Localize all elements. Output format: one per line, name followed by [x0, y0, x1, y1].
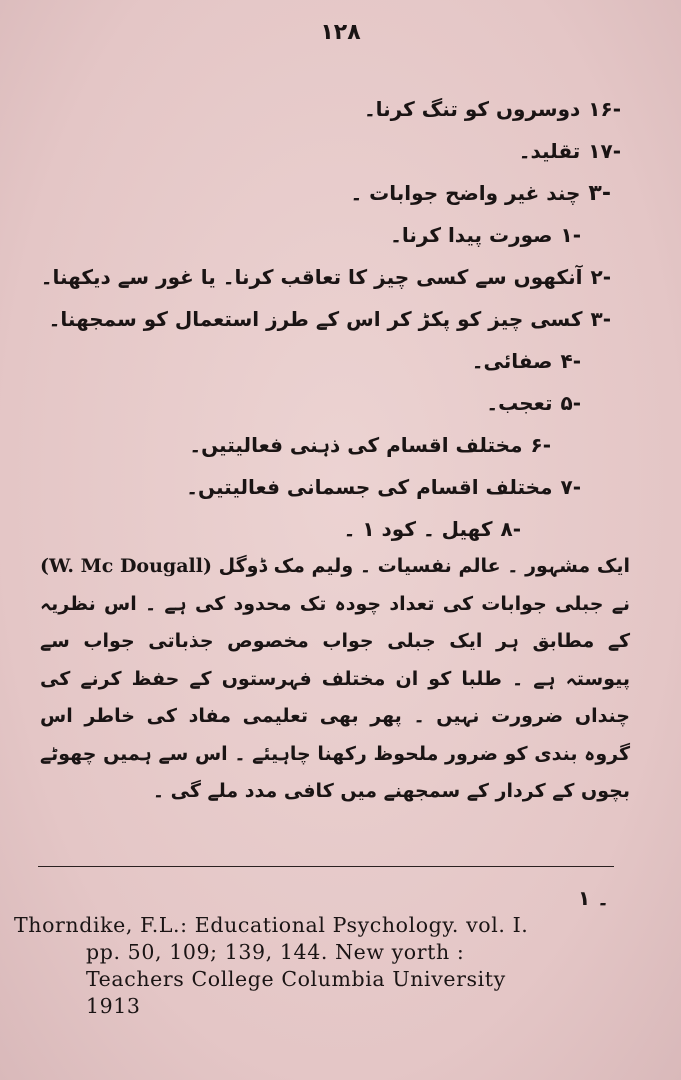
list-item-text: صورت پیدا کرنا۔	[390, 223, 553, 247]
list-item	[61, 424, 621, 466]
list-item-number: -۴	[560, 349, 581, 373]
response-list	[40, 88, 621, 550]
list-item-number: -۱	[560, 223, 581, 247]
list-item-text: صفائی۔	[471, 349, 553, 373]
body-paragraph	[40, 548, 630, 811]
list-item-text: چند غیر واضح جوابات ۔	[350, 181, 581, 205]
page-number: ۱۲۸	[320, 20, 361, 45]
list-item	[40, 256, 621, 298]
list-item-text: کھیل ۔ کود ۱ ۔	[343, 517, 493, 541]
footnote-line: 1913	[86, 994, 141, 1018]
list-item	[48, 298, 621, 340]
list-item	[61, 88, 621, 130]
list-item	[61, 340, 621, 382]
list-item-text: دوسروں کو تنگ کرنا۔	[363, 97, 581, 121]
list-item-text: کسی چیز کو پکڑ کر اس کے طرز استعمال کو سمجھنا۔	[48, 307, 583, 331]
list-item-number: -۱۶	[588, 97, 621, 121]
list-item-number: -۳	[588, 181, 611, 206]
list-item-number: -۵	[560, 391, 581, 415]
paragraph-body: نے جبلی جوابات کی تعداد چودہ تک محدود کی ہے ۔ اس نظریہ کے مطابق ہر ایک جبلی جواب مخصوص جذباتی جواب سے پیوستہ ہے ۔ طلبا کو ان مختلف فہرستوں کے حفظ کرنے کی چنداں ضرورت نہیں ۔ پھر بھی تعلیمی مفاد کی خاطر اس گروہ بندی کو ضرور ملحوظ رکھنا چاہیئے ۔ اس سے ہمیں چھوٹے بچوں کے کردار کے سمجھنے میں کافی مدد ملے گی ۔	[40, 592, 630, 802]
list-item-number: -۶	[530, 433, 551, 457]
list-heading	[61, 172, 621, 214]
paragraph-latin-name: (W. Mc Dougall)	[40, 555, 212, 577]
list-item-number: -۱۷	[588, 139, 621, 163]
list-item-text: مختلف اقسام کی جسمانی فعالیتیں۔	[186, 475, 553, 499]
list-item	[61, 214, 621, 256]
list-item-number: -۲	[590, 265, 611, 289]
list-item-number: -۳	[590, 307, 611, 331]
list-item-number: -۷	[560, 475, 581, 499]
list-item	[61, 130, 621, 172]
list-item	[61, 508, 621, 550]
list-item-text: مختلف اقسام کی ذہنی فعالیتیں۔	[189, 433, 523, 457]
footnote-divider	[38, 866, 614, 867]
list-item-text: تعجب۔	[486, 391, 553, 415]
list-item-text: آنکھوں سے کسی چیز کا تعاقب کرنا۔ یا غور سے دیکھنا۔	[40, 265, 583, 289]
footnote	[14, 912, 654, 1020]
list-item	[61, 382, 621, 424]
list-item	[61, 466, 621, 508]
list-item-text: تقلید۔	[518, 139, 581, 163]
paragraph-lead: ایک مشہور ۔ عالم نفسیات ۔ ولیم مک ڈوگل	[218, 555, 630, 577]
list-item-number: -۸	[500, 517, 521, 541]
footnote-line: Teachers College Columbia University	[86, 967, 506, 991]
footnote-line: pp. 50, 109; 139, 144. New yorth :	[86, 940, 465, 964]
footnote-line: Thorndike, F.L.: Educational Psychology. vol. I.	[14, 913, 529, 937]
footnote-marker: ۱ ۔	[578, 886, 609, 910]
